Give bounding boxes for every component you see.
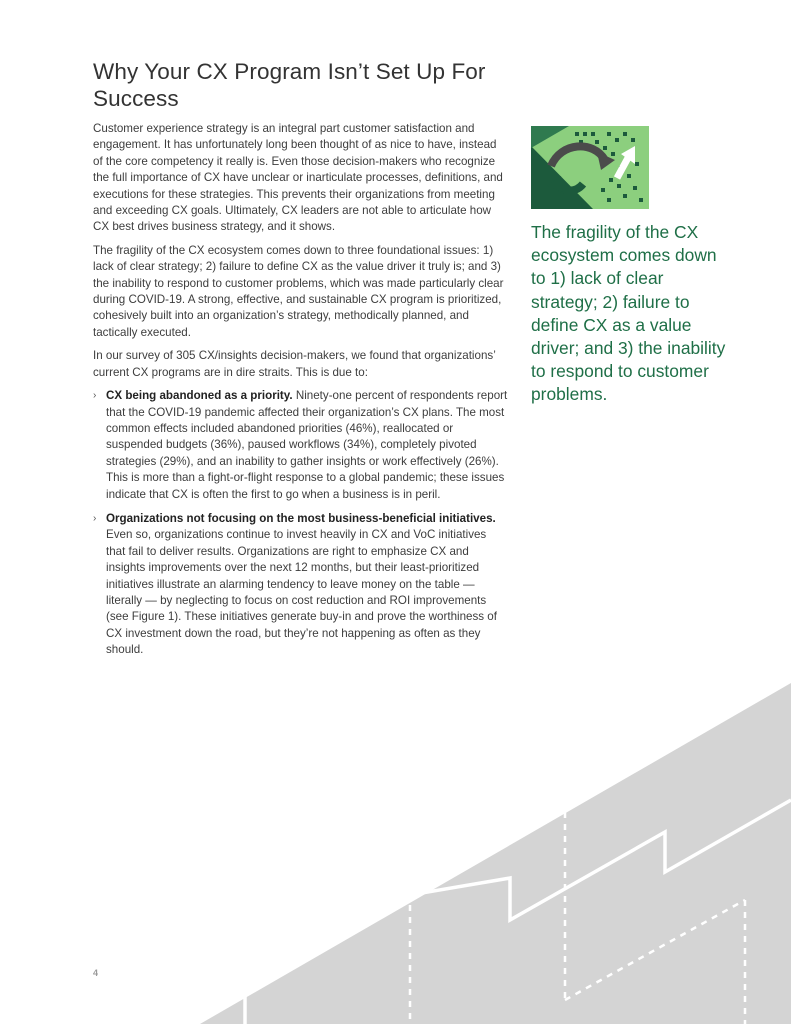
sidebar <box>531 126 731 407</box>
bullet-body-text: Even so, organizations continue to invest heavily in CX and VoC initiatives that fail to deliver results. Organizations are right to emphasize CX and insights improvements over the next 12 months, but their least-prioritized initiatives illustrate an alarming tendency to leave money on the table — literally — by neglecting to focus on cost reduction and ROI improvements (see Figure 1). These initiatives generate buy-in and prove the worthiness of CX investment down the road, but they’re not happening as often as they should. <box>106 528 497 657</box>
list-item <box>93 388 508 503</box>
page-title: Why Your CX Program Isn’t Set Up For Success <box>93 59 486 111</box>
findings-list <box>93 388 508 659</box>
main-content <box>93 58 508 667</box>
intro-paragraph: Customer experience strategy is an integral part customer satisfaction and engagement. It has unfortunately long been thought of as nice to have, instead of the core competency it really is. Even those decision-makers who recognize the full importance of CX have unclear or inarticulate processes, definitions, and executions for these strategies. This prevents their organizations from meeting and exceeding CX goals. Ultimately, CX leaders are not able to articulate how CX best drives business strategy, and it shows. <box>93 122 503 234</box>
chevron-right-icon: › <box>93 390 97 402</box>
pull-quote: The fragility of the CX ecosystem comes down to 1) lack of clear strategy; 2) failure to define CX as a value driver; and 3) the inability to respond to customer problems. <box>531 222 726 405</box>
chevron-right-icon: › <box>93 512 97 524</box>
page-number: 4 <box>93 968 99 978</box>
gray-diagonal-band <box>200 683 791 1024</box>
fragility-paragraph: The fragility of the CX ecosystem comes down to three foundational issues: 1) lack of clear strategy; 2) failure to define CX as the value driver it truly is; and 3) the inability to respond to customer problems, which was made particularly clear during COVID-19. A strong, effective, and sustainable CX program is prioritized, cohesively built into an organization’s strategy, methodically planned, and tactically executed. <box>93 243 504 339</box>
bullet-lead-text: CX being abandoned as a priority. <box>106 389 293 403</box>
bullet-body-text: Ninety-one percent of respondents report that the COVID-19 pandemic affected their organization’s CX plans. The most common effects included abandoned priorities (46%), reallocated or suspended budgets (36%), paused workflows (34%), completely pivoted strategies (29%), and an inability to gather insights or work effectively (26%). This is more than a fight-or-flight response to a global pandemic; these issues indicate that CX is often the first to go when a business is in peril. <box>106 389 508 501</box>
cycle-arrows-illustration-icon <box>531 126 649 209</box>
list-item <box>93 511 508 659</box>
bullet-lead-text: Organizations not focusing on the most business-beneficial initiatives. <box>106 511 496 525</box>
survey-paragraph: In our survey of 305 CX/insights decision-makers, we found that organizations’ current CX programs are in dire straits. This is due to: <box>93 349 496 379</box>
